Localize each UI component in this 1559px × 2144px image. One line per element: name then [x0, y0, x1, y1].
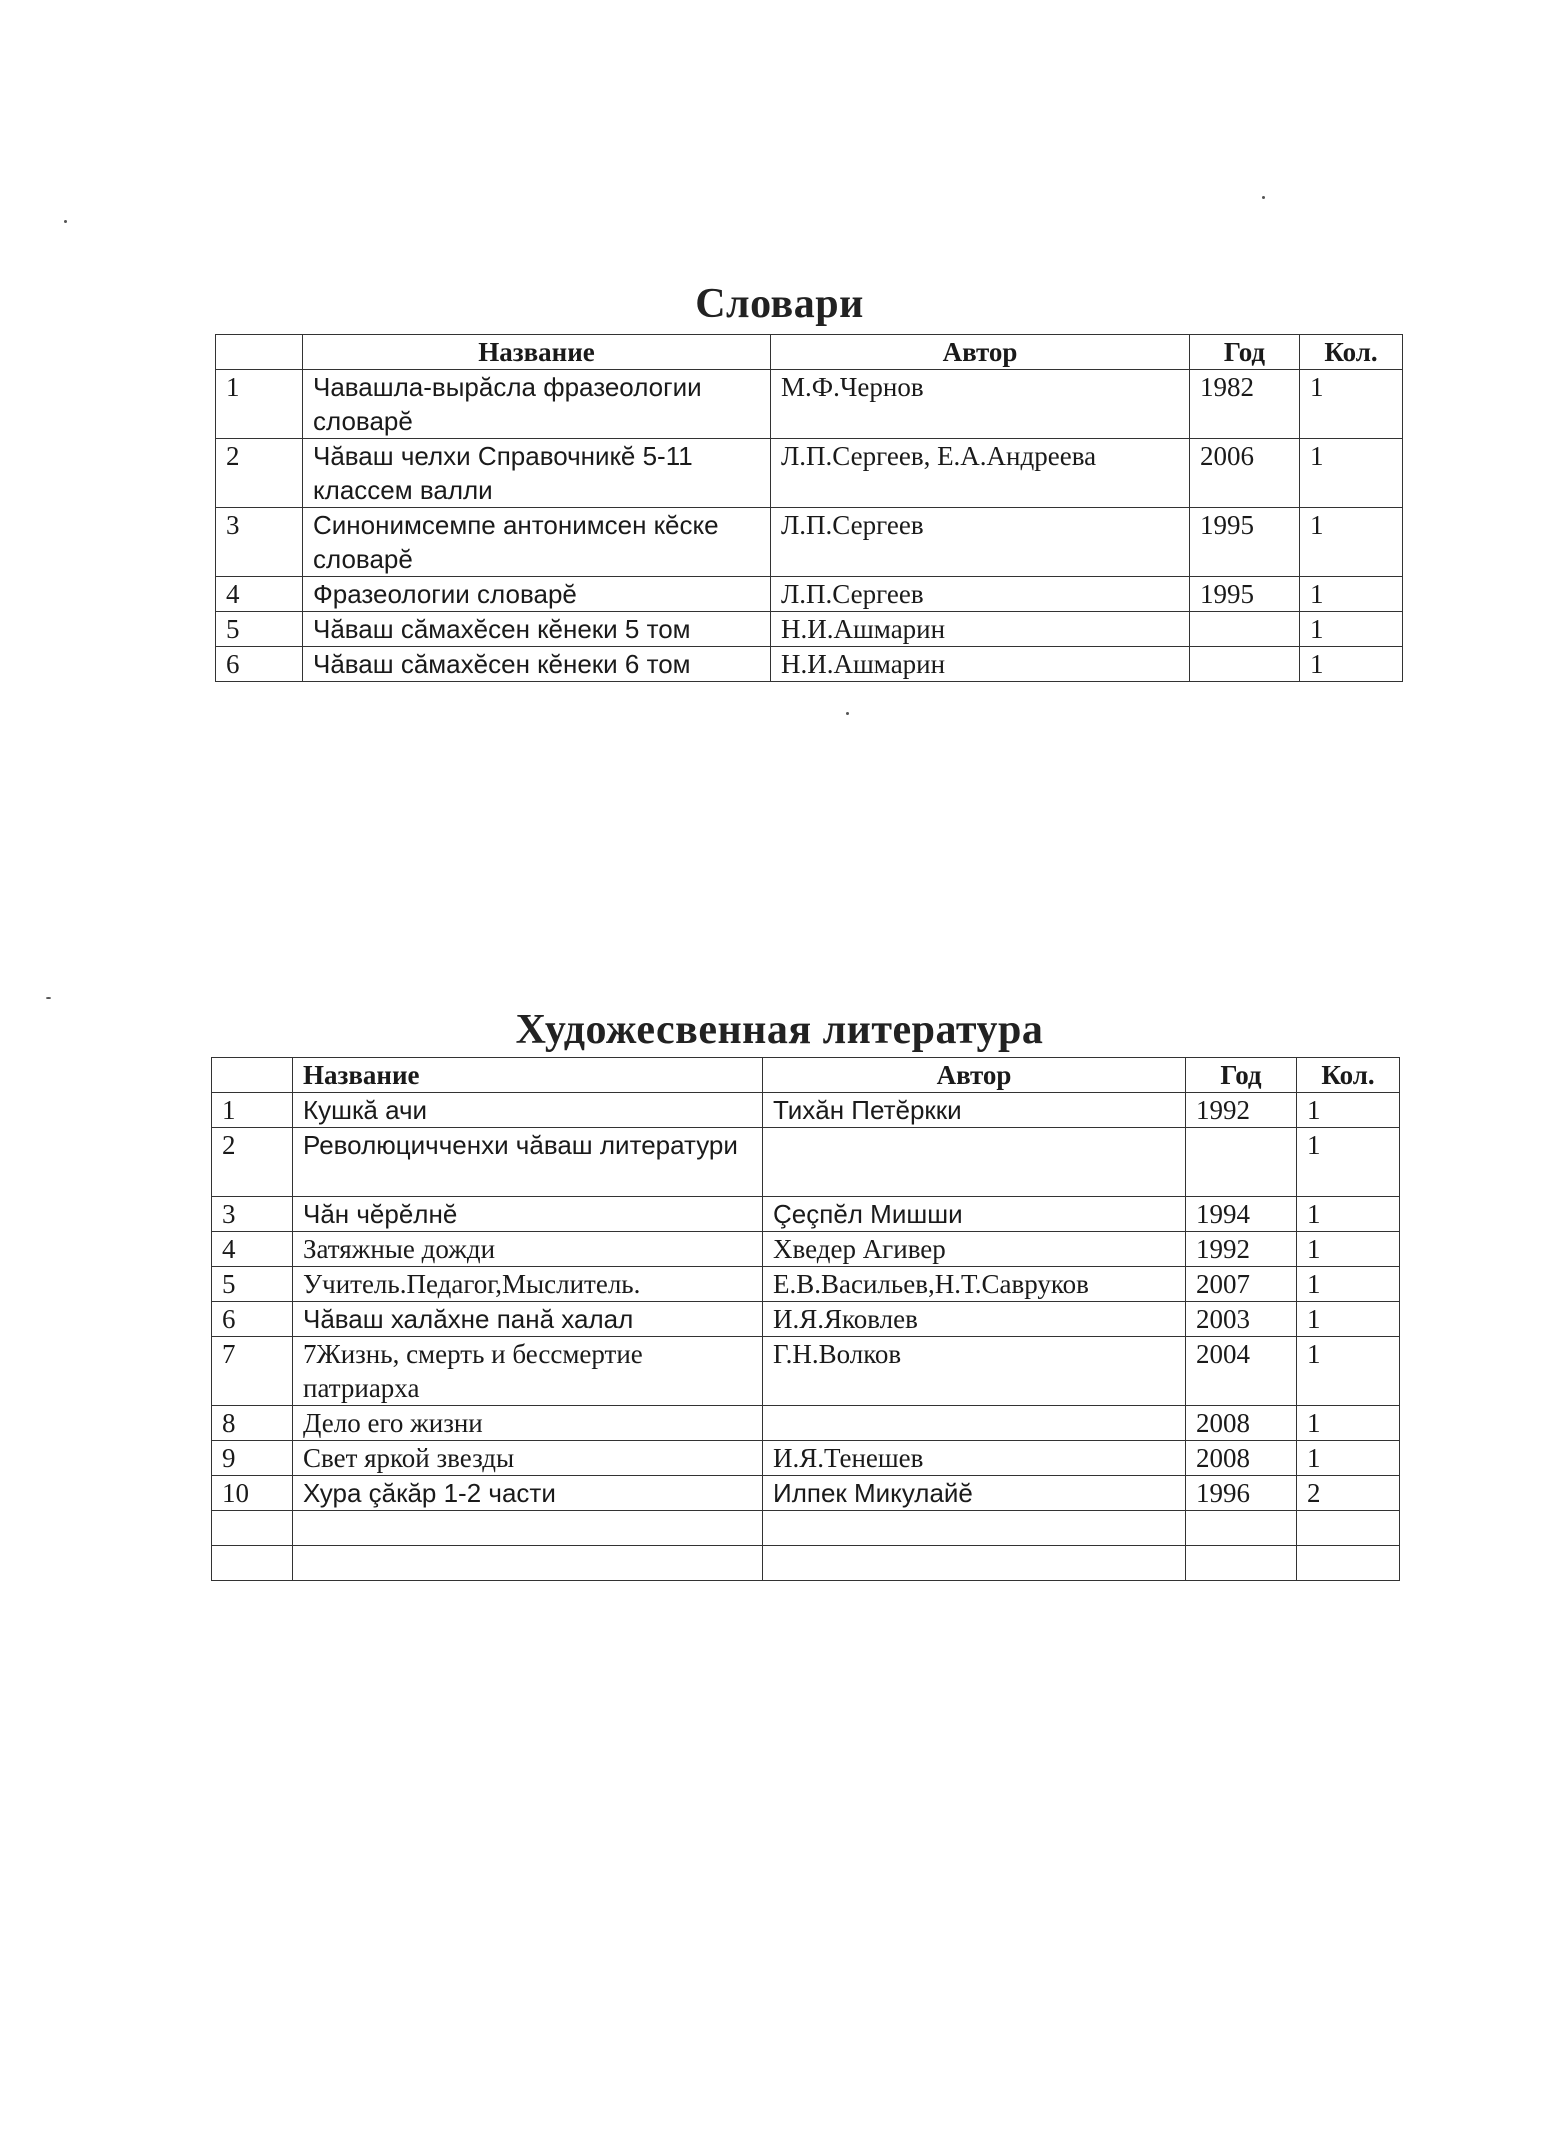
row-number: 1 — [216, 370, 303, 439]
book-title: Чăваш сăмахĕсен кĕнеки 5 том — [303, 612, 771, 647]
book-author: Н.И.Ашмарин — [771, 612, 1190, 647]
book-year: 2004 — [1186, 1337, 1297, 1406]
book-author: Н.И.Ашмарин — [771, 647, 1190, 682]
book-quantity: 1 — [1297, 1128, 1400, 1197]
book-quantity: 1 — [1300, 370, 1403, 439]
book-author — [763, 1546, 1186, 1581]
book-title: Кушкă ачи — [293, 1093, 763, 1128]
book-title: Свет яркой звезды — [293, 1441, 763, 1476]
book-quantity: 1 — [1297, 1197, 1400, 1232]
book-year: 2008 — [1186, 1441, 1297, 1476]
table-row — [212, 1232, 1400, 1267]
book-year: 1982 — [1190, 370, 1300, 439]
row-number: 9 — [212, 1441, 293, 1476]
row-number: 3 — [216, 508, 303, 577]
row-number: 8 — [212, 1406, 293, 1441]
book-title — [293, 1337, 763, 1406]
book-year — [1186, 1128, 1297, 1197]
book-title: Учитель.Педагог,Мыслитель. — [293, 1267, 763, 1302]
book-year: 2008 — [1186, 1406, 1297, 1441]
book-title: Чăваш халăхне панă халал — [293, 1302, 763, 1337]
column-header-name: Название — [293, 1058, 763, 1093]
book-author: Л.П.Сергеев — [771, 577, 1190, 612]
book-year: 2003 — [1186, 1302, 1297, 1337]
book-author — [763, 1511, 1186, 1546]
book-year: 2007 — [1186, 1267, 1297, 1302]
book-year: 1995 — [1190, 577, 1300, 612]
table-row — [216, 508, 1403, 577]
column-header-number — [212, 1058, 293, 1093]
book-year — [1186, 1546, 1297, 1581]
book-quantity: 1 — [1297, 1337, 1400, 1406]
fiction-title: Художесвенная литература — [515, 1007, 1044, 1053]
table-row — [216, 577, 1403, 612]
book-author: М.Ф.Чернов — [771, 370, 1190, 439]
book-title — [293, 1546, 763, 1581]
book-title-text: Чăваш челхи Справочникĕ 5-11 классем валли — [313, 441, 693, 505]
book-quantity: 1 — [1297, 1093, 1400, 1128]
dictionaries-title: Словари — [695, 281, 864, 327]
table-row — [216, 612, 1403, 647]
row-number: 2 — [212, 1128, 293, 1197]
book-author: Çеçпĕл Мишши — [763, 1197, 1186, 1232]
book-title — [303, 508, 771, 577]
book-title: Затяжные дожди — [293, 1232, 763, 1267]
table-row — [212, 1128, 1400, 1197]
row-number: 6 — [216, 647, 303, 682]
column-header-year: Год — [1190, 335, 1300, 370]
book-quantity — [1297, 1546, 1400, 1581]
book-title-text: Чавашла-вырăсла фразеологии словарĕ — [313, 372, 702, 436]
row-number: 5 — [216, 612, 303, 647]
table-row — [212, 1267, 1400, 1302]
table-row — [212, 1302, 1400, 1337]
book-author — [763, 1406, 1186, 1441]
table-header-row — [216, 335, 1403, 370]
table-row — [212, 1511, 1400, 1546]
table-header-row — [212, 1058, 1400, 1093]
book-title: Хура çăкăр 1-2 части — [293, 1476, 763, 1511]
table-row — [212, 1441, 1400, 1476]
book-quantity: 1 — [1297, 1232, 1400, 1267]
column-header-number — [216, 335, 303, 370]
book-author: Тихăн Петĕркки — [763, 1093, 1186, 1128]
table-row — [216, 370, 1403, 439]
table-row — [212, 1476, 1400, 1511]
column-header-quantity: Кол. — [1297, 1058, 1400, 1093]
fiction-table — [211, 1057, 1400, 1581]
book-author: И.Я.Яковлев — [763, 1302, 1186, 1337]
book-year: 1996 — [1186, 1476, 1297, 1511]
row-number: 6 — [212, 1302, 293, 1337]
book-quantity: 1 — [1300, 439, 1403, 508]
row-number — [212, 1511, 293, 1546]
column-header-author: Автор — [771, 335, 1190, 370]
scan-speck — [1262, 196, 1265, 199]
book-title — [303, 439, 771, 508]
row-number: 10 — [212, 1476, 293, 1511]
table-row — [212, 1337, 1400, 1406]
book-title: Чăваш сăмахĕсен кĕнеки 6 том — [303, 647, 771, 682]
book-quantity: 1 — [1300, 577, 1403, 612]
book-year — [1190, 647, 1300, 682]
row-number: 1 — [212, 1093, 293, 1128]
book-quantity: 1 — [1297, 1267, 1400, 1302]
scan-speck — [64, 220, 67, 223]
scan-speck — [846, 712, 849, 715]
book-title — [293, 1511, 763, 1546]
book-author: Илпек Микулайĕ — [763, 1476, 1186, 1511]
book-quantity: 1 — [1300, 647, 1403, 682]
row-number: 4 — [216, 577, 303, 612]
book-quantity: 2 — [1297, 1476, 1400, 1511]
book-year: 1992 — [1186, 1093, 1297, 1128]
row-number — [212, 1546, 293, 1581]
book-year — [1190, 612, 1300, 647]
book-year: 2006 — [1190, 439, 1300, 508]
book-title: Дело его жизни — [293, 1406, 763, 1441]
row-number: 2 — [216, 439, 303, 508]
book-author: Г.Н.Волков — [763, 1337, 1186, 1406]
row-number: 7 — [212, 1337, 293, 1406]
book-author: Л.П.Сергеев — [771, 508, 1190, 577]
row-number: 3 — [212, 1197, 293, 1232]
book-title — [293, 1128, 763, 1197]
book-year: 1992 — [1186, 1232, 1297, 1267]
book-quantity: 1 — [1300, 612, 1403, 647]
table-row — [216, 439, 1403, 508]
scan-speck — [46, 997, 51, 999]
row-number: 4 — [212, 1232, 293, 1267]
book-quantity: 1 — [1297, 1302, 1400, 1337]
column-header-name: Название — [303, 335, 771, 370]
column-header-year: Год — [1186, 1058, 1297, 1093]
book-year: 1994 — [1186, 1197, 1297, 1232]
book-title-text: Революцичченхи чăваш литератури — [303, 1130, 738, 1160]
column-header-author: Автор — [763, 1058, 1186, 1093]
book-title: Фразеологии словарĕ — [303, 577, 771, 612]
book-quantity: 1 — [1297, 1406, 1400, 1441]
book-author: Е.В.Васильев,Н.Т.Савруков — [763, 1267, 1186, 1302]
dictionaries-table — [215, 334, 1403, 682]
row-number: 5 — [212, 1267, 293, 1302]
book-quantity — [1297, 1511, 1400, 1546]
book-author: Л.П.Сергеев, Е.А.Андреева — [771, 439, 1190, 508]
book-quantity: 1 — [1300, 508, 1403, 577]
book-title-text: Синонимсемпе антонимсен кĕске словарĕ — [313, 510, 719, 574]
book-year — [1186, 1511, 1297, 1546]
book-year: 1995 — [1190, 508, 1300, 577]
table-row — [216, 647, 1403, 682]
book-author: Хведер Агивер — [763, 1232, 1186, 1267]
book-author: И.Я.Тенешев — [763, 1441, 1186, 1476]
book-quantity: 1 — [1297, 1441, 1400, 1476]
book-title-text: 7Жизнь, смерть и бессмертие патриарха — [303, 1339, 643, 1403]
book-author — [763, 1128, 1186, 1197]
table-row — [212, 1197, 1400, 1232]
book-title — [303, 370, 771, 439]
table-row — [212, 1093, 1400, 1128]
book-title: Чăн чĕрĕлнĕ — [293, 1197, 763, 1232]
column-header-quantity: Кол. — [1300, 335, 1403, 370]
table-row — [212, 1406, 1400, 1441]
table-row — [212, 1546, 1400, 1581]
